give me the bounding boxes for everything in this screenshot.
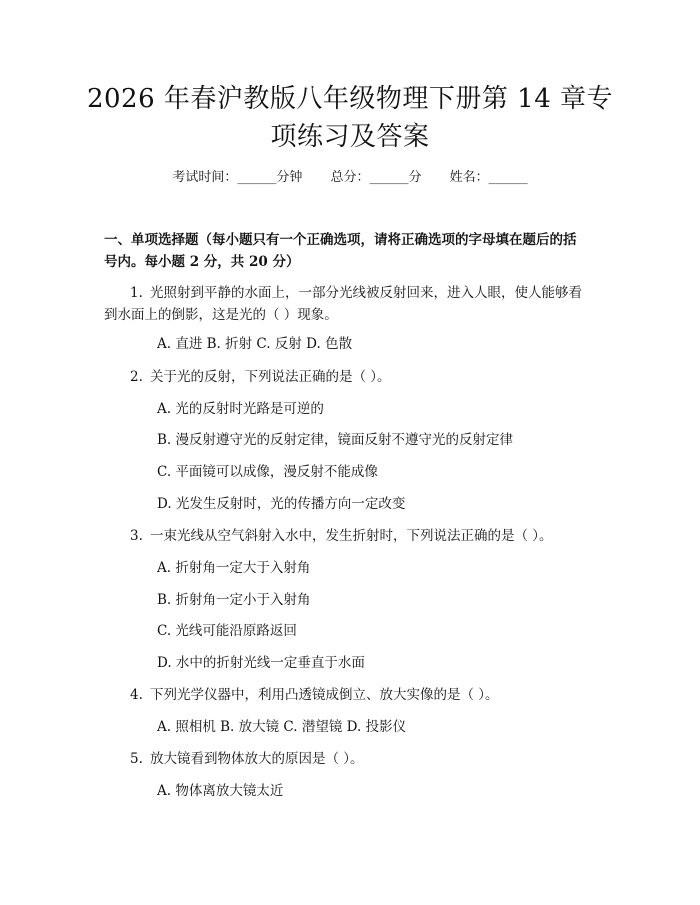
question-text: 一束光线从空气斜射入水中，发生折射时，下列说法正确的是（ ）。 bbox=[150, 528, 553, 544]
name-field: 姓名：______ bbox=[449, 170, 528, 185]
option: A. 折射角一定大于入射角 bbox=[157, 560, 311, 576]
section-heading bbox=[104, 229, 600, 273]
question-text: 光照射到平静的水面上，一部分光线被反射回来，进入人眼，使人能够看 bbox=[150, 285, 582, 301]
question-number: 3. bbox=[130, 528, 143, 544]
question-number: 4. bbox=[130, 687, 143, 703]
question-text: 下列光学仪器中，利用凸透镜成倒立、放大实像的是（ ）。 bbox=[150, 687, 499, 703]
total-score-field: 总分：______分 bbox=[330, 170, 422, 185]
question-5 bbox=[104, 748, 600, 770]
question-number: 5. bbox=[130, 751, 143, 767]
document-title bbox=[60, 80, 640, 156]
question-text: 关于光的反射，下列说法正确的是（ ）。 bbox=[150, 369, 391, 385]
question-text-continued: 到水面上的倒影，这是光的（ ）现象。 bbox=[104, 307, 338, 323]
question-1-options: A. 直进 B. 折射 C. 反射 D. 色散 bbox=[157, 336, 353, 352]
exam-time-field: 考试时间：______分钟 bbox=[172, 170, 303, 185]
question-4-options: A. 照相机 B. 放大镜 C. 潜望镜 D. 投影仪 bbox=[157, 719, 407, 735]
option: A. 光的反射时光路是可逆的 bbox=[157, 401, 324, 417]
option: D. 水中的折射光线一定垂直于水面 bbox=[157, 655, 365, 671]
question-text: 放大镜看到物体放大的原因是（ ）。 bbox=[150, 751, 364, 767]
option: B. 漫反射遵守光的反射定律，镜面反射不遵守光的反射定律 bbox=[157, 432, 514, 448]
option: C. 平面镜可以成像，漫反射不能成像 bbox=[157, 464, 378, 480]
question-number: 2. bbox=[130, 369, 143, 385]
question-4 bbox=[104, 684, 600, 706]
title-line-2: 项练习及答案 bbox=[270, 122, 430, 152]
section-heading-line-1: 一、单项选择题（每小题只有一个正确选项，请将正确选项的字母填在题后的括 bbox=[104, 232, 577, 248]
question-1 bbox=[104, 282, 600, 326]
option: A. 物体离放大镜太近 bbox=[157, 783, 284, 799]
option: C. 光线可能沿原路返回 bbox=[157, 623, 297, 639]
exam-info-line bbox=[0, 166, 700, 185]
option: B. 折射角一定小于入射角 bbox=[157, 592, 311, 608]
question-number: 1. bbox=[130, 285, 143, 301]
title-line-1: 2026 年春沪教版八年级物理下册第 14 章专 bbox=[86, 84, 614, 114]
option: D. 光发生反射时，光的传播方向一定改变 bbox=[157, 496, 406, 512]
question-3 bbox=[104, 525, 600, 547]
question-2 bbox=[104, 366, 600, 388]
section-heading-line-2: 号内。每小题 2 分，共 20 分） bbox=[104, 254, 300, 270]
